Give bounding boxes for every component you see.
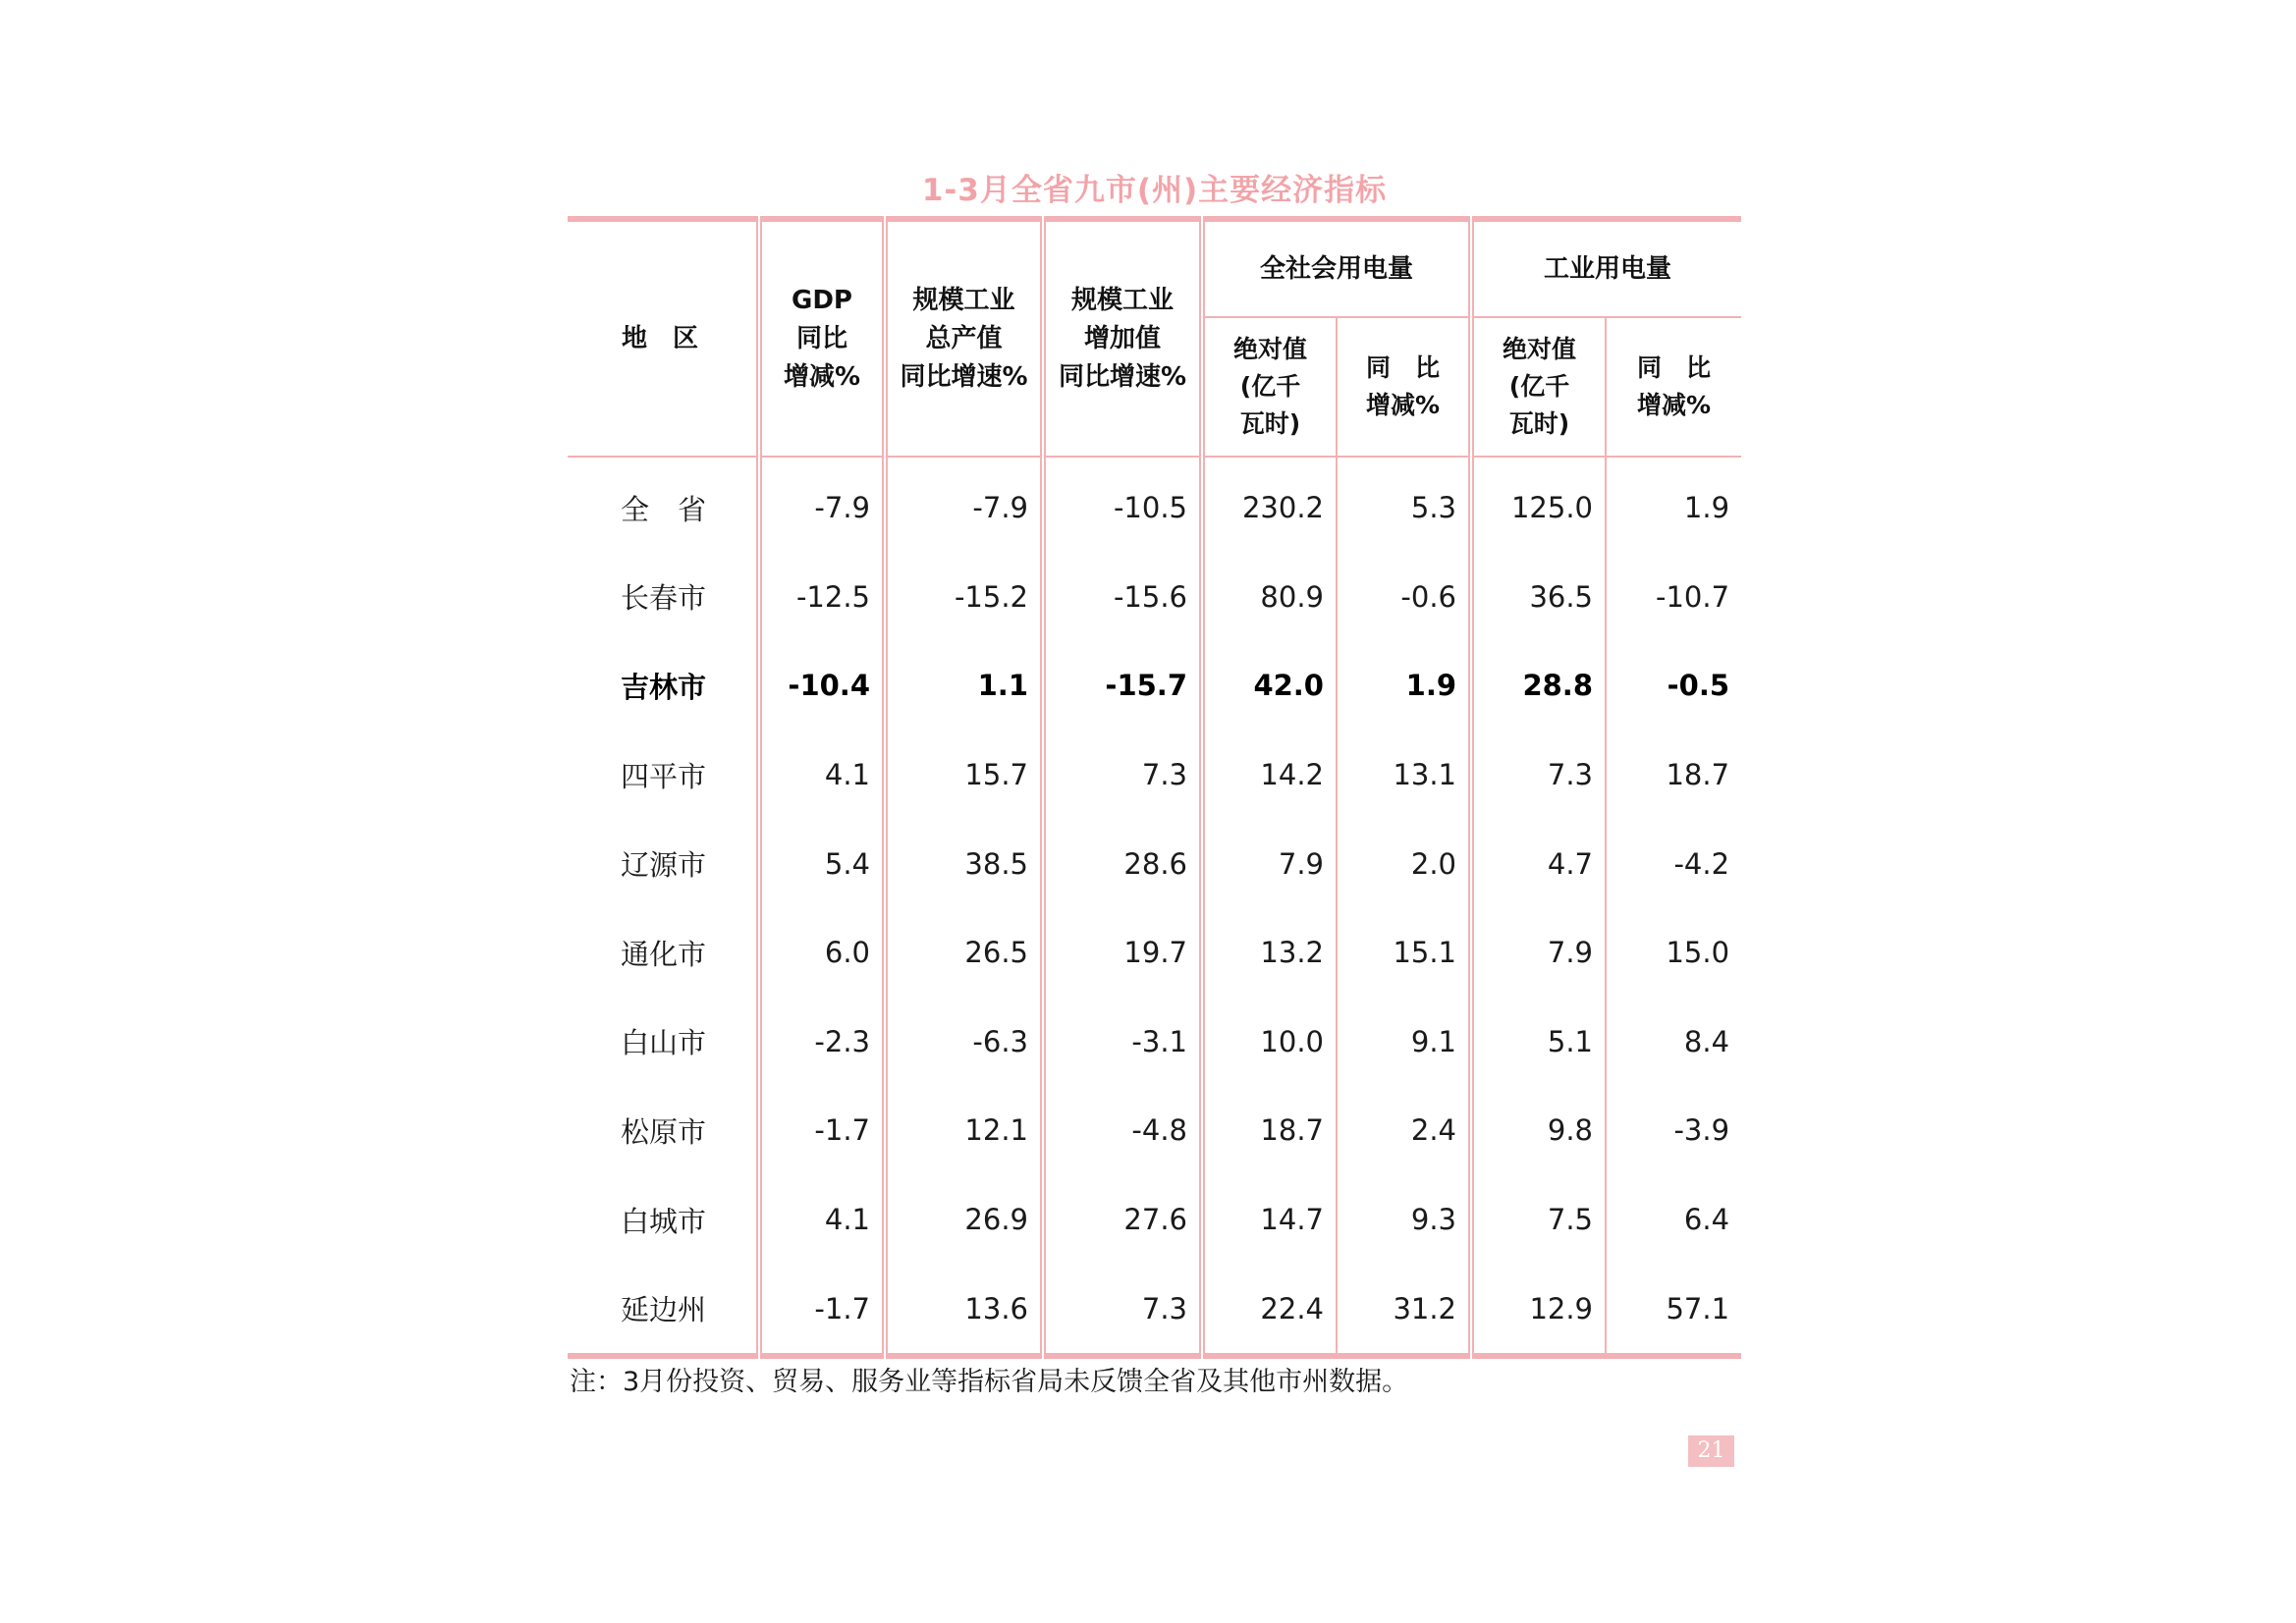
cell-industry-absolute: 28.8 <box>1471 641 1606 730</box>
header-yoy-line2: 增减% <box>1636 391 1712 419</box>
cell-added: -10.5 <box>1043 457 1202 553</box>
cell-industry-absolute: 36.5 <box>1471 553 1606 642</box>
row-region-name: 全 省 <box>621 492 707 526</box>
header-abs-line1: 绝对值 <box>1232 335 1307 363</box>
cell-industry-yoy: -3.9 <box>1606 1086 1741 1175</box>
cell-industry-yoy: 8.4 <box>1606 998 1741 1087</box>
header-industrial-output <box>885 219 1043 457</box>
cell-society-yoy: 2.0 <box>1337 819 1471 908</box>
cell-society-yoy: -0.6 <box>1337 553 1471 642</box>
header-industrial-added-value <box>1043 219 1202 457</box>
row-region-name: 白山市 <box>621 1026 707 1060</box>
cell-industry-absolute: 9.8 <box>1471 1086 1606 1175</box>
cell-society-yoy: 1.9 <box>1337 641 1471 730</box>
table-row <box>568 819 1741 908</box>
cell-industry-yoy: -10.7 <box>1606 553 1741 642</box>
header-added-line3: 同比增速% <box>1058 361 1187 392</box>
cell-output: 13.6 <box>885 1264 1043 1356</box>
header-added-line2: 增加值 <box>1083 323 1161 353</box>
cell-gdp: 4.1 <box>759 730 885 820</box>
cell-industry-yoy: 57.1 <box>1606 1264 1741 1356</box>
cell-output: 26.9 <box>885 1175 1043 1265</box>
row-region-name: 辽源市 <box>621 848 707 883</box>
header-industry-yoy <box>1606 317 1741 457</box>
header-yoy-line1: 同 比 <box>1366 353 1441 382</box>
header-abs-line3: 瓦时) <box>1239 409 1301 438</box>
cell-industry-absolute: 7.5 <box>1471 1175 1606 1265</box>
cell-industry-yoy: 1.9 <box>1606 457 1741 553</box>
cell-society-yoy: 9.1 <box>1337 998 1471 1087</box>
table-row <box>568 908 1741 998</box>
header-abs-line2: (亿千 <box>1508 372 1570 401</box>
table-row <box>568 730 1741 820</box>
footnote: 注：3月份投资、贸易、服务业等指标省局未反馈全省及其他市州数据。 <box>570 1367 1409 1397</box>
header-region: 地 区 <box>622 323 699 353</box>
table-row <box>568 553 1741 642</box>
row-region-name: 白城市 <box>621 1204 707 1238</box>
cell-added: 7.3 <box>1043 1264 1202 1356</box>
cell-added: -4.8 <box>1043 1086 1202 1175</box>
table-row <box>568 1086 1741 1175</box>
header-yoy-line2: 增减% <box>1365 391 1441 419</box>
cell-society-yoy: 13.1 <box>1337 730 1471 820</box>
header-gdp-line2: 同比 <box>795 323 847 353</box>
cell-output: 38.5 <box>885 819 1043 908</box>
cell-industry-yoy: 15.0 <box>1606 908 1741 998</box>
row-region-name: 四平市 <box>621 759 707 793</box>
cell-society-absolute: 7.9 <box>1202 819 1337 908</box>
cell-added: -15.6 <box>1043 553 1202 642</box>
cell-industry-absolute: 7.3 <box>1471 730 1606 820</box>
cell-added: 7.3 <box>1043 730 1202 820</box>
row-region-name: 松原市 <box>621 1114 707 1149</box>
header-industry-absolute <box>1471 317 1606 457</box>
cell-gdp: -12.5 <box>759 553 885 642</box>
cell-output: 1.1 <box>885 641 1043 730</box>
cell-output: -7.9 <box>885 457 1043 553</box>
cell-gdp: 4.1 <box>759 1175 885 1265</box>
cell-gdp: -1.7 <box>759 1264 885 1356</box>
cell-output: -15.2 <box>885 553 1043 642</box>
cell-society-absolute: 14.2 <box>1202 730 1337 820</box>
cell-output: 15.7 <box>885 730 1043 820</box>
cell-society-yoy: 31.2 <box>1337 1264 1471 1356</box>
table-row <box>568 641 1741 730</box>
cell-added: 19.7 <box>1043 908 1202 998</box>
header-row-top <box>568 219 1741 317</box>
header-society-absolute <box>1202 317 1337 457</box>
cell-gdp: -7.9 <box>759 457 885 553</box>
cell-society-yoy: 9.3 <box>1337 1175 1471 1265</box>
cell-society-absolute: 22.4 <box>1202 1264 1337 1356</box>
cell-industry-yoy: -0.5 <box>1606 641 1741 730</box>
cell-society-yoy: 15.1 <box>1337 908 1471 998</box>
cell-society-absolute: 13.2 <box>1202 908 1337 998</box>
cell-society-absolute: 10.0 <box>1202 998 1337 1087</box>
cell-added: -15.7 <box>1043 641 1202 730</box>
page-number: 21 <box>1688 1435 1734 1467</box>
economic-indicators-table <box>568 216 1741 1359</box>
cell-added: -3.1 <box>1043 998 1202 1087</box>
cell-gdp: -1.7 <box>759 1086 885 1175</box>
header-output-line3: 同比增速% <box>900 361 1028 392</box>
cell-industry-absolute: 12.9 <box>1471 1264 1606 1356</box>
header-gdp <box>759 219 885 457</box>
cell-society-absolute: 18.7 <box>1202 1086 1337 1175</box>
header-output-line1: 规模工业 <box>912 285 1015 315</box>
header-abs-line2: (亿千 <box>1239 372 1301 401</box>
cell-society-yoy: 5.3 <box>1337 457 1471 553</box>
cell-added: 28.6 <box>1043 819 1202 908</box>
row-region-name: 长春市 <box>621 581 707 616</box>
cell-gdp: -10.4 <box>759 641 885 730</box>
cell-added: 27.6 <box>1043 1175 1202 1265</box>
table-row <box>568 1264 1741 1356</box>
cell-gdp: -2.3 <box>759 998 885 1087</box>
header-output-line2: 总产值 <box>925 323 1003 353</box>
table-body <box>568 457 1741 1356</box>
row-region-name: 通化市 <box>621 937 707 971</box>
header-gdp-line3: 增减% <box>783 361 861 392</box>
cell-industry-yoy: -4.2 <box>1606 819 1741 908</box>
cell-gdp: 6.0 <box>759 908 885 998</box>
cell-industry-absolute: 7.9 <box>1471 908 1606 998</box>
row-region-name: 延边州 <box>621 1293 707 1327</box>
cell-industry-absolute: 4.7 <box>1471 819 1606 908</box>
cell-society-absolute: 80.9 <box>1202 553 1337 642</box>
header-society-power: 全社会用电量 <box>1202 219 1471 317</box>
table-row <box>568 998 1741 1087</box>
cell-society-absolute: 14.7 <box>1202 1175 1337 1265</box>
cell-gdp: 5.4 <box>759 819 885 908</box>
header-gdp-line1: GDP <box>792 285 852 315</box>
cell-output: 12.1 <box>885 1086 1043 1175</box>
cell-society-yoy: 2.4 <box>1337 1086 1471 1175</box>
cell-society-absolute: 230.2 <box>1202 457 1337 553</box>
row-region-name: 吉林市 <box>621 670 707 704</box>
table-row <box>568 1175 1741 1265</box>
header-society-yoy <box>1337 317 1471 457</box>
cell-industry-yoy: 6.4 <box>1606 1175 1741 1265</box>
header-yoy-line1: 同 比 <box>1637 353 1712 382</box>
table-title: 1-3月全省九市(州)主要经济指标 <box>921 173 1388 208</box>
header-abs-line1: 绝对值 <box>1503 335 1577 363</box>
header-industry-power: 工业用电量 <box>1471 219 1741 317</box>
cell-industry-yoy: 18.7 <box>1606 730 1741 820</box>
header-abs-line3: 瓦时) <box>1508 409 1570 438</box>
header-added-line1: 规模工业 <box>1070 285 1174 315</box>
cell-industry-absolute: 5.1 <box>1471 998 1606 1087</box>
cell-output: -6.3 <box>885 998 1043 1087</box>
table-row <box>568 457 1741 553</box>
cell-industry-absolute: 125.0 <box>1471 457 1606 553</box>
cell-society-absolute: 42.0 <box>1202 641 1337 730</box>
cell-output: 26.5 <box>885 908 1043 998</box>
